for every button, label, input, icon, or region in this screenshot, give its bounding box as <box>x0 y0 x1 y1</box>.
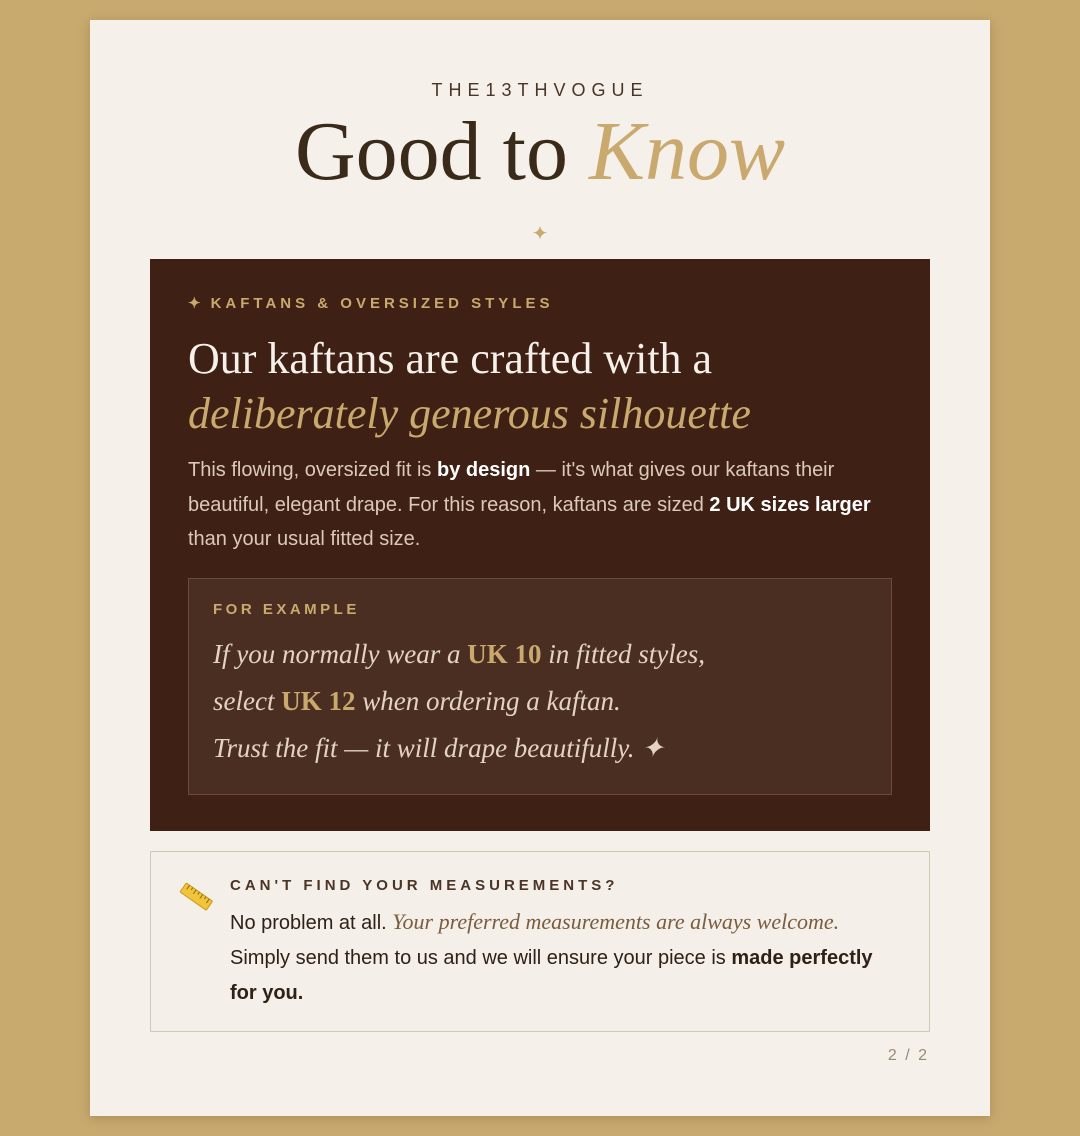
kaftan-sizing-card <box>150 259 930 831</box>
kaftan-description <box>188 453 888 557</box>
example-label: FOR EXAMPLE <box>213 601 360 618</box>
sparkle-icon: ✦ <box>641 733 664 763</box>
measure-bold: made perfectly for you. <box>230 947 873 1004</box>
body-part-3: than your usual fitted size. <box>188 528 421 550</box>
example-line-2-a: select <box>213 686 282 716</box>
body-part-2: — it's what gives our kaftans their beautiful, elegant drape. For this reason, kaftans are sized <box>188 459 835 516</box>
title-accent: Know <box>588 105 786 198</box>
example-line-2-b: when ordering a kaftan. <box>355 686 621 716</box>
fitted-size: UK 10 <box>467 639 542 669</box>
measurements-text <box>230 904 900 1011</box>
measurements-heading: CAN'T FIND YOUR MEASUREMENTS? <box>230 877 619 894</box>
example-line-2 <box>213 678 873 725</box>
sparkle-icon: ✦ <box>188 295 201 312</box>
example-line-1 <box>213 631 873 678</box>
example-line-3-text: Trust the fit — it will drape beautifully. <box>213 733 635 763</box>
example-box <box>188 578 892 795</box>
kaftan-headline <box>188 331 908 441</box>
example-line-1-b: in fitted styles, <box>541 639 705 669</box>
example-text <box>213 631 873 772</box>
measurements-card <box>150 851 930 1032</box>
info-page <box>90 20 990 1116</box>
page-title <box>90 106 990 198</box>
ruler-icon <box>179 880 213 914</box>
body-bold-1: by design <box>436 459 531 481</box>
brand-name: THE13THVOGUE <box>431 80 649 100</box>
headline-line-2: deliberately generous silhouette <box>188 389 751 438</box>
sparkle-icon: ✦ <box>531 223 549 245</box>
body-bold-2: 2 UK sizes larger <box>709 493 871 516</box>
kaftan-eyebrow <box>188 294 554 312</box>
page-number: 2 / 2 <box>887 1047 929 1064</box>
measure-plain-1: No problem at all. <box>230 912 393 934</box>
measure-italic: Your preferred measurements are always welcome. <box>392 909 840 934</box>
headline-line-1: Our kaftans are crafted with a <box>188 334 713 383</box>
measure-plain-2: Simply send them to us and we will ensure your piece is <box>230 947 732 969</box>
title-plain: Good to <box>294 105 589 198</box>
body-part-1: This flowing, oversized fit is <box>188 459 437 481</box>
example-line-1-a: If you normally wear a <box>213 639 468 669</box>
example-line-3 <box>213 725 873 772</box>
kaftan-size: UK 12 <box>281 686 356 716</box>
eyebrow-label: KAFTANS & OVERSIZED STYLES <box>210 295 554 312</box>
